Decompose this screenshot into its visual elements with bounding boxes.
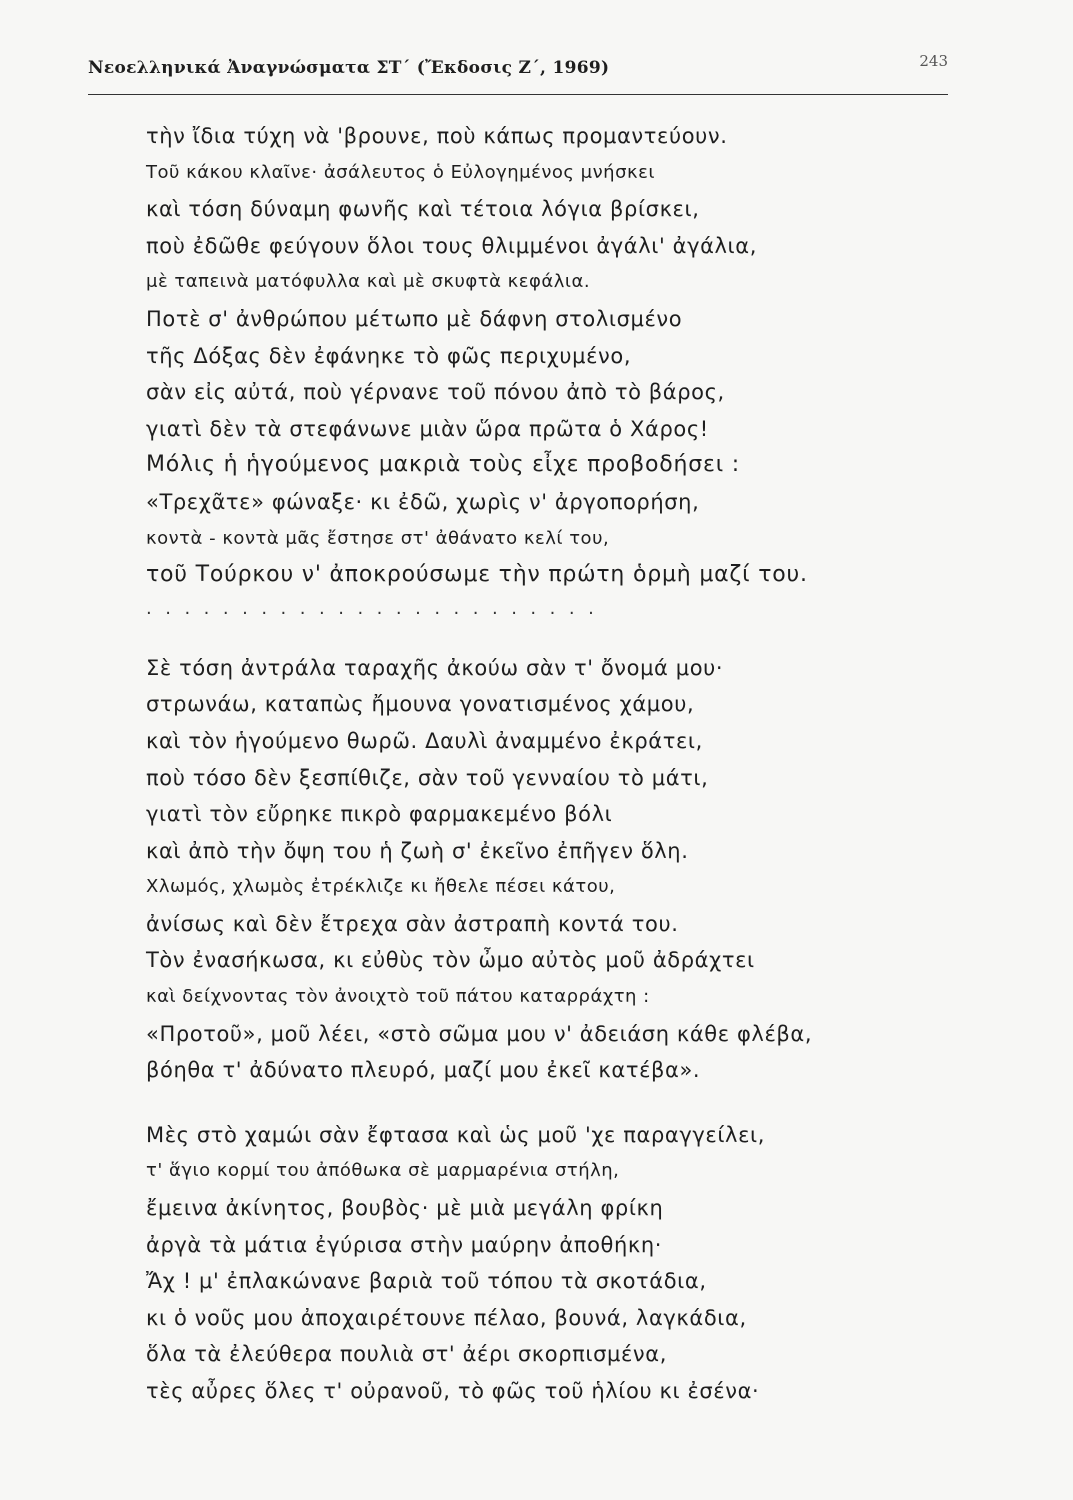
poem-line: Χλωμός, χλωμὸς ἐτρέκλιζε κι ἤθελε πέσει κάτου, [146, 876, 616, 898]
poem-line: Τοῦ κάκου κλαῖνε· ἀσάλευτος ὁ Εὐλογημένος μνήσκει [146, 161, 655, 183]
poem-line: στρωνάω, καταπὼς ἤμουνα γονατισμένος χάμου, [146, 692, 695, 717]
poem-line: καὶ τόση δύναμη φωνῆς καὶ τέτοια λόγια βρίσκει, [146, 197, 700, 222]
poem-line: μὲ ταπεινὰ ματόφυλλα καὶ μὲ σκυφτὰ κεφάλια. [146, 271, 591, 293]
poem-line: τοῦ Τούρκου ν' ἀποκρούσωμε τὴν πρώτη ὁρμὴ μαζί του. [146, 562, 808, 588]
poem-line: Ἄχ ! μ' ἐπλακώνανε βαριὰ τοῦ τόπου τὰ σκοτάδια, [146, 1269, 707, 1294]
poem-line: καὶ ἀπὸ τὴν ὄψη του ἡ ζωὴ σ' ἐκεῖνο ἐπῆγεν ὅλη. [146, 838, 689, 863]
poem-line: «Προτοῦ», μοῦ λέει, «στὸ σῶμα μου ν' ἀδειάση κάθε φλέβα, [146, 1021, 813, 1046]
poem-line: κοντὰ - κοντὰ μᾶς ἔστησε στ' ἀθάνατο κελί του, [146, 527, 610, 549]
poem-line: Τὸν ἐνασήκωσα, κι εὐθὺς τὸν ὦμο αὐτὸς μοῦ ἀδράχτει [146, 948, 755, 973]
poem-line: τὴν ἴδια τύχη νὰ 'βρουνε, ποὺ κάπως προμαντεύουν. [146, 124, 728, 148]
stanza-1 [146, 118, 906, 594]
poem-line: γιατὶ δὲν τὰ στεφάνωνε μιὰν ὥρα πρῶτα ὁ Χάρος! [146, 416, 709, 441]
poem-line: ποὺ ἐδῶθε φεύγουν ὅλοι τους θλιμμένοι ἀγάλι' ἀγάλια, [146, 233, 757, 258]
poem-line: Μόλις ἡ ἡγούμενος μακριὰ τοὺς εἶχε προβοδήσει : [146, 452, 740, 478]
poem-line: ἀργὰ τὰ μάτια ἐγύρισα στὴν μαύρην ἀποθήκη· [146, 1232, 663, 1257]
poem-line: ἔμεινα ἀκίνητος, βουβὸς· μὲ μιὰ μεγάλη φρίκη [146, 1196, 664, 1221]
header-title: Νεοελληνικά Ἀναγνώσματα ΣΤ΄ (Ἔκδοσις Ζ΄, 1969) [88, 58, 610, 78]
poem-line: καὶ δείχνοντας τὸν ἀνοιχτὸ τοῦ πάτου καταρράχτη : [146, 986, 650, 1008]
stanza-gap [146, 1089, 906, 1117]
running-header [88, 52, 948, 88]
poem-line: τῆς Δόξας δὲν ἐφάνηκε τὸ φῶς περιχυμένο, [146, 343, 632, 368]
poem-line: κι ὁ νοῦς μου ἀποχαιρέτουνε πέλαο, βουνά, λαγκάδια, [146, 1305, 747, 1330]
poem-line: ποὺ τόσο δὲν ξεσπίθιζε, σὰν τοῦ γενναίου τὸ μάτι, [146, 765, 709, 790]
poem-body [146, 118, 906, 1410]
stanza-gap [146, 628, 906, 650]
stanza-3 [146, 1117, 906, 1410]
poem-line: ἀνίσως καὶ δὲν ἔτρεχα σὰν ἀστραπὴ κοντά του. [146, 911, 679, 936]
poem-line: τὲς αὖρες ὅλες τ' οὐρανοῦ, τὸ φῶς τοῦ ἡλίου κι ἐσένα· [146, 1379, 760, 1403]
poem-line: Μὲς στὸ χαμώι σὰν ἔφτασα καὶ ὡς μοῦ 'χε παραγγείλει, [146, 1122, 766, 1147]
poem-line: τ' ἅγιο κορμί του ἀπόθωκα σὲ μαρμαρένια στήλη, [146, 1160, 620, 1182]
poem-line: σὰν εἰς αὐτά, ποὺ γέρνανε τοῦ πόνου ἀπὸ τὸ βάρος, [146, 380, 725, 405]
header-rule [88, 94, 948, 95]
poem-line: ὅλα τὰ ἐλεύθερα πουλιὰ στ' ἀέρι σκορπισμένα, [146, 1342, 667, 1367]
poem-line: γιατὶ τὸν εὔρηκε πικρὸ φαρμακεμένο βόλι [146, 802, 613, 827]
poem-line: Σὲ τόση ἀντράλα ταραχῆς ἀκούω σὰν τ' ὄνομά μου· [146, 655, 724, 680]
poem-line: καὶ τὸν ἡγούμενο θωρῶ. Δαυλὶ ἀναμμένο ἐκράτει, [146, 728, 703, 753]
poem-line: βόηθα τ' ἀδύνατο πλευρό, μαζί μου ἐκεῖ κατέβα». [146, 1058, 701, 1083]
stanza-2 [146, 650, 906, 1089]
page-number: 243 [919, 52, 948, 70]
stanza-separator: ........................ [146, 597, 608, 619]
poem-line: Ποτὲ σ' ἀνθρώπου μέτωπο μὲ δάφνη στολισμένο [146, 306, 683, 331]
poem-line: «Τρεχᾶτε» φώναξε· κι ἐδῶ, χωρὶς ν' ἀργοπορήση, [146, 489, 700, 514]
